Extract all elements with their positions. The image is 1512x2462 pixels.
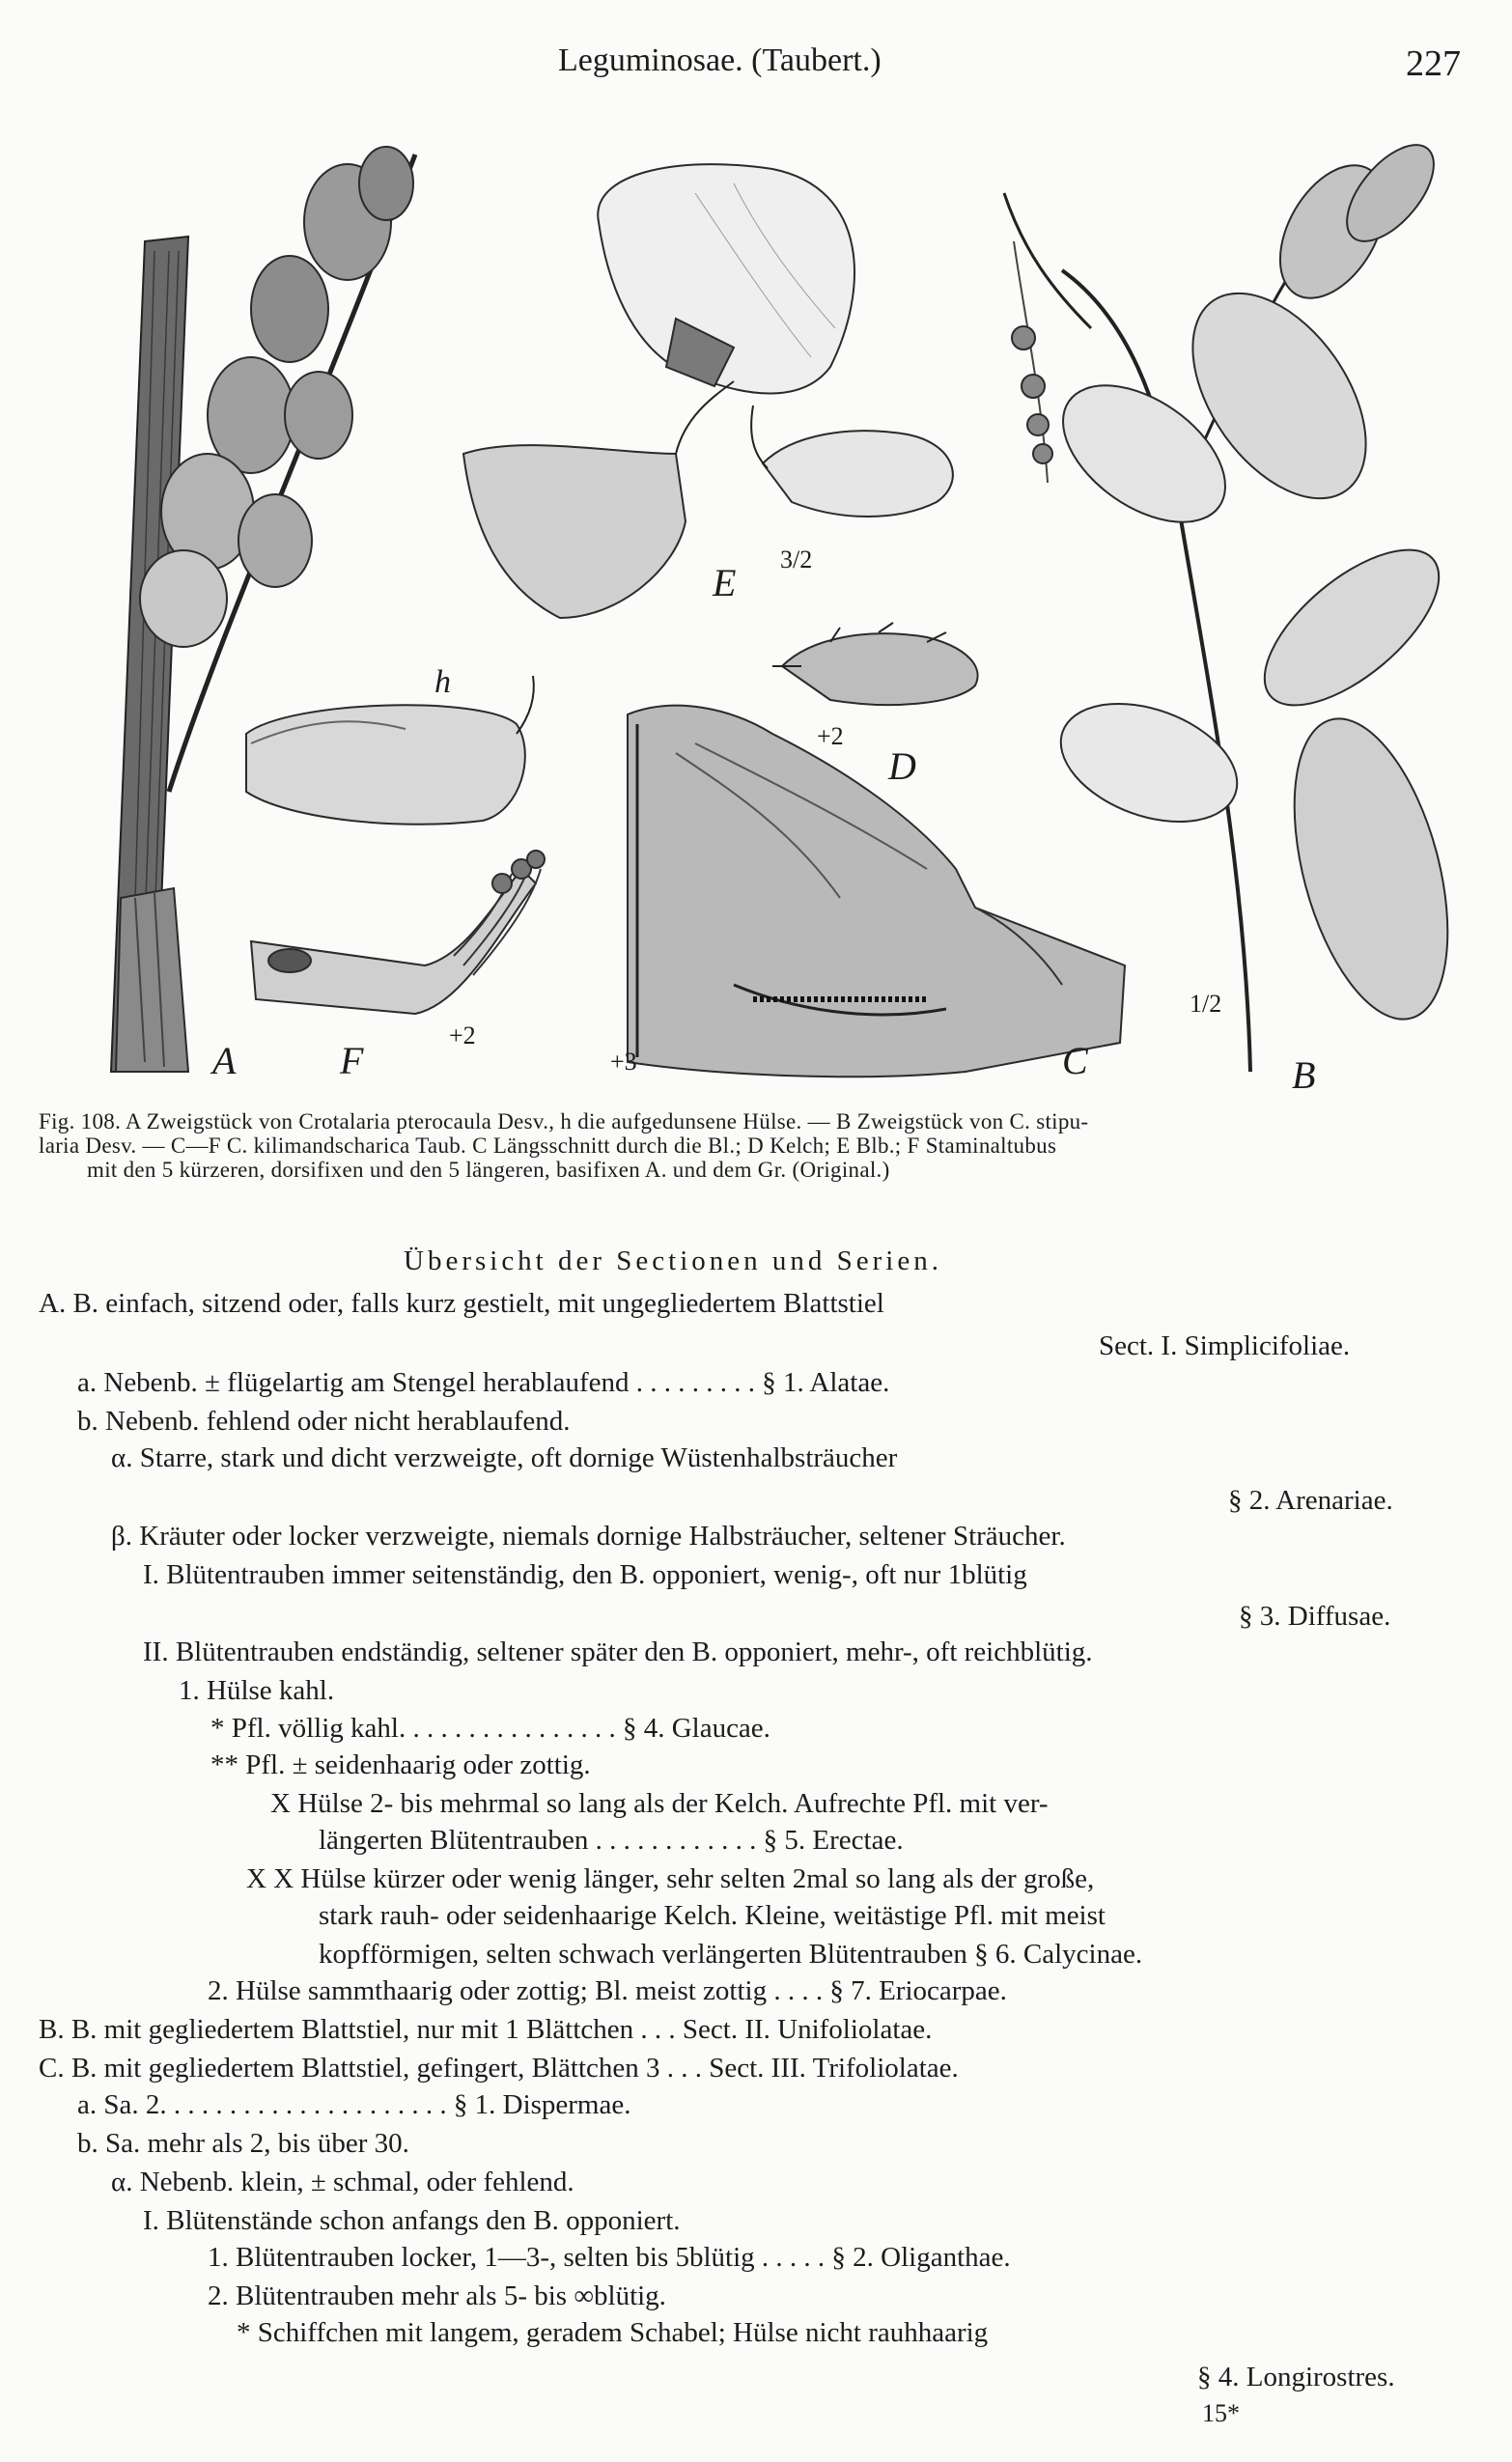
figure-caption-line-3: mit den 5 kürzeren, dorsifixen und den 5 längeren, basifixen A. und dem Gr. (Original.) — [87, 1158, 890, 1182]
label-e-mag: 3/2 — [780, 546, 813, 574]
figure-caption-line-1: Fig. 108. A Zweigstück von Crotalaria pterocaula Desv., h die aufgedunsene Hülse. — B Zweigstück von C. stipu- — [39, 1109, 1089, 1133]
figure-a-branch — [111, 147, 415, 1072]
line-1-bluetentrauben-locker: 1. Blütentrauben locker, 1—3-, selten bis 5blütig . . . . . § 2. Oliganthae. — [208, 2242, 1011, 2273]
line-1-huelse-kahl: 1. Hülse kahl. — [179, 1675, 335, 1706]
line-xx-huelse: X X Hülse kürzer oder wenig länger, sehr selten 2mal so lang als der große, — [246, 1863, 1095, 1894]
line-b-nebenb: b. Nebenb. fehlend oder nicht herablaufend. — [77, 1406, 571, 1437]
label-f: F — [340, 1039, 364, 1082]
label-h: h — [434, 664, 451, 700]
label-d: D — [888, 744, 916, 788]
line-beta-kraeuter: β. Kräuter oder locker verzweigte, niemals dornige Halbsträucher, seltener Sträucher. — [111, 1521, 1066, 1552]
signature-mark: 15* — [1202, 2399, 1240, 2427]
line-kopffoermigen: kopfförmigen, selten schwach verlängerten Blütentrauben § 6. Calycinae. — [319, 1939, 1143, 1970]
label-b: B — [1292, 1053, 1316, 1097]
label-d-mag: +2 — [817, 722, 844, 750]
line-pfl-voellig-kahl: * Pfl. völlig kahl. . . . . . . . . . . . . . . . § 4. Glaucae. — [210, 1713, 770, 1744]
line-b-b-gegliedertem: B. B. mit gegliedertem Blattstiel, nur mit 1 Blättchen . . . Sect. II. Unifoliolatae. — [39, 2014, 933, 2045]
line-sect-1: Sect. I. Simplicifoliae. — [1099, 1330, 1351, 1361]
figure-f-staminal-tube — [251, 851, 545, 1014]
line-i-bluetentrauben: I. Blütentrauben immer seitenständig, den B. opponiert, wenig-, oft nur 1blütig — [143, 1559, 1027, 1590]
line-a-sa-2: a. Sa. 2. . . . . . . . . . . . . . . . . . . . . § 1. Dispermae. — [77, 2089, 631, 2120]
figure-b-branch — [1004, 130, 1476, 1072]
line-ii-bluetentrauben: II. Blütentrauben endständig, seltener später den B. opponiert, mehr-, oft reichblütig. — [143, 1637, 1093, 1667]
section-title: Übersicht der Sectionen und Serien. — [404, 1245, 942, 1276]
label-a: A — [212, 1039, 237, 1082]
botanical-figure — [0, 0, 1512, 1091]
line-a-nebenb: a. Nebenb. ± flügelartig am Stengel herablaufend . . . . . . . . . § 1. Alatae. — [77, 1367, 890, 1398]
label-c-mag: +3 — [610, 1048, 637, 1076]
label-e: E — [713, 561, 737, 604]
line-sect-4-longirostres: § 4. Longirostres. — [1197, 2362, 1395, 2392]
line-stark-rauh: stark rauh- oder seidenhaarige Kelch. Kleine, weitästige Pfl. mit meist — [319, 1900, 1106, 1931]
figure-e-petals — [463, 164, 953, 618]
line-a-b: A. B. einfach, sitzend oder, falls kurz gestielt, mit ungegliedertem Blattstiel — [39, 1288, 884, 1319]
figure-caption-line-2: laria Desv. — C—F C. kilimandscharica Taub. C Längsschnitt durch die Bl.; D Kelch; E Blb.; F Staminaltubus — [39, 1133, 1057, 1158]
label-b-mag: 1/2 — [1190, 990, 1222, 1018]
label-c: C — [1062, 1039, 1088, 1082]
line-x-huelse: X Hülse 2- bis mehrmal so lang als der Kelch. Aufrechte Pfl. mit ver- — [270, 1788, 1049, 1819]
line-2-huelse-sammthaarig: 2. Hülse sammthaarig oder zottig; Bl. meist zottig . . . . § 7. Eriocarpae. — [208, 1975, 1007, 2006]
line-alpha-nebenb-klein: α. Nebenb. klein, ± schmal, oder fehlend. — [111, 2167, 574, 2197]
line-b-sa-mehr: b. Sa. mehr als 2, bis über 30. — [77, 2128, 409, 2159]
line-sect-3: § 3. Diffusae. — [1239, 1601, 1391, 1632]
page-number: 227 — [1406, 43, 1461, 84]
line-sect-2: § 2. Arenariae. — [1228, 1485, 1393, 1516]
figure-h-pod — [246, 676, 534, 825]
line-2-bluetentrauben-mehr: 2. Blütentrauben mehr als 5- bis ∞blütig. — [208, 2280, 666, 2311]
line-schiffchen: * Schiffchen mit langem, geradem Schabel; Hülse nicht rauhhaarig — [237, 2317, 989, 2348]
line-i-bluetenstaende: I. Blütenstände schon anfangs den B. opponiert. — [143, 2205, 681, 2236]
line-verlaengerten: längerten Blütentrauben . . . . . . . . . . . . § 5. Erectae. — [319, 1825, 904, 1856]
running-head: Leguminosae. (Taubert.) — [558, 42, 882, 78]
figure-d-calyx — [772, 623, 978, 705]
line-alpha-starre: α. Starre, stark und dicht verzweigte, oft dornige Wüstenhalbsträucher — [111, 1442, 898, 1473]
line-pfl-seidenhaarig: ** Pfl. ± seidenhaarig oder zottig. — [210, 1749, 591, 1780]
line-c-b-gegliedertem: C. B. mit gegliedertem Blattstiel, gefingert, Blättchen 3 . . . Sect. III. Trifoliolatae. — [39, 2053, 959, 2084]
label-f-mag: +2 — [449, 1021, 476, 1049]
figure-c-longitudinal-section — [628, 706, 1125, 1077]
